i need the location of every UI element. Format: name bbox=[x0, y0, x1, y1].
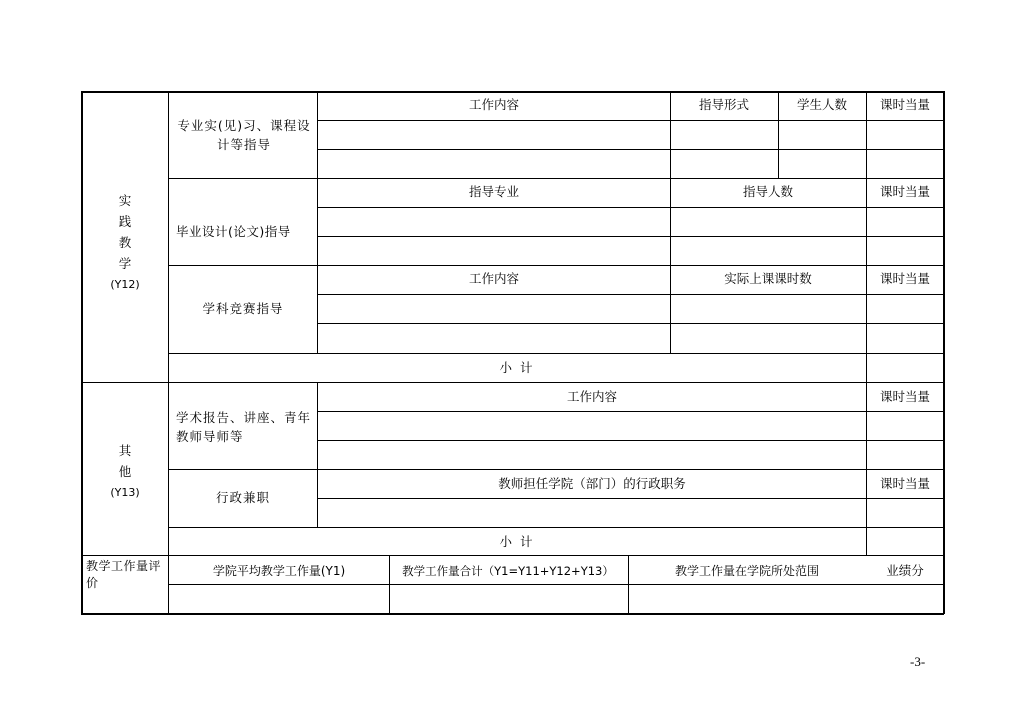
section-char: 教 bbox=[118, 235, 132, 250]
competition-col-hours: 课时当量 bbox=[879, 271, 931, 286]
section-char: 他 bbox=[118, 464, 132, 479]
section-char: 其 bbox=[118, 443, 132, 458]
internship-col-students: 学生人数 bbox=[796, 97, 848, 112]
practice-subtotal: 小 计 bbox=[499, 360, 535, 375]
page-number: -3- bbox=[910, 654, 926, 669]
section-char: 践 bbox=[118, 214, 132, 229]
competition-col-content: 工作内容 bbox=[468, 271, 520, 286]
competition-col-actual: 实际上课课时数 bbox=[724, 271, 812, 286]
eval-col-score: 业绩分 bbox=[886, 563, 924, 578]
section-code: (Y12) bbox=[110, 278, 140, 291]
competition-label: 学科竞赛指导 bbox=[202, 301, 284, 316]
internship-label: 专业实(见)习、课程设计等指导 bbox=[177, 118, 311, 152]
evaluation-label: 教学工作量评价 bbox=[86, 559, 162, 590]
thesis-col-major: 指导专业 bbox=[468, 184, 520, 199]
thesis-col-hours: 课时当量 bbox=[879, 184, 931, 199]
internship-col-content: 工作内容 bbox=[468, 97, 520, 112]
section-char: 学 bbox=[118, 256, 132, 271]
section-char: 实 bbox=[118, 193, 132, 208]
thesis-label: 毕业设计(论文)指导 bbox=[176, 224, 291, 239]
eval-col-average: 学院平均教学工作量(Y1) bbox=[212, 564, 346, 578]
admin-label: 行政兼职 bbox=[215, 490, 271, 505]
other-subtotal: 小 计 bbox=[499, 534, 535, 549]
eval-col-total: 教学工作量合计（Y1=Y11+Y12+Y13） bbox=[402, 564, 614, 578]
internship-col-form: 指导形式 bbox=[698, 97, 750, 112]
eval-col-range: 教学工作量在学院所处范围 bbox=[674, 564, 820, 578]
admin-col-hours: 课时当量 bbox=[879, 476, 931, 491]
academic-col-content: 工作内容 bbox=[566, 389, 618, 404]
thesis-col-count: 指导人数 bbox=[742, 184, 794, 199]
academic-label: 学术报告、讲座、青年教师导师等 bbox=[176, 410, 312, 444]
admin-col-duty: 教师担任学院（部门）的行政职务 bbox=[498, 476, 686, 491]
section-code: (Y13) bbox=[110, 486, 140, 499]
academic-col-hours: 课时当量 bbox=[879, 389, 931, 404]
internship-col-hours: 课时当量 bbox=[879, 97, 931, 112]
